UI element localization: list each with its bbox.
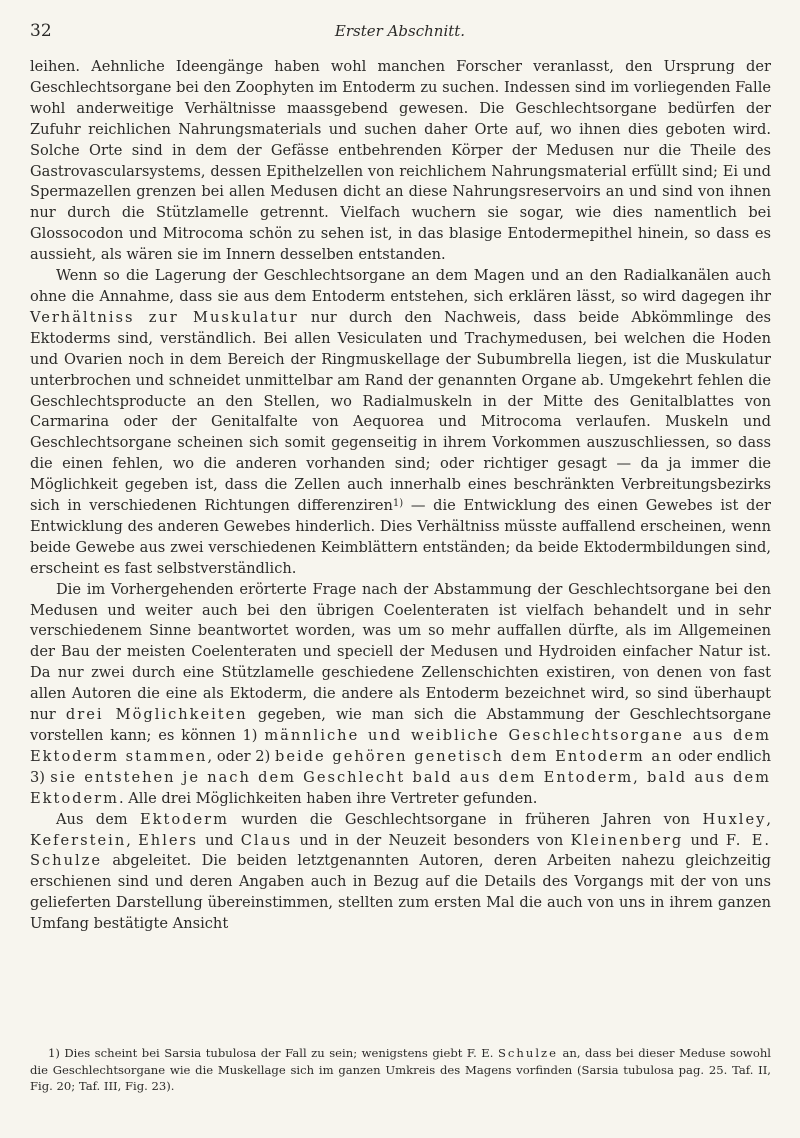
text-run: und [683,831,726,849]
spaced-emphasis: Huxley [702,810,767,828]
text-run: . Alle drei Möglichkeiten haben ihre Vertreter gefunden. [118,789,538,807]
spaced-emphasis: Ehlers [138,831,198,849]
text-run: wurden die Geschlechtsorgane in früheren Jahren von [228,810,703,828]
text-run: oder endlich 3) [30,747,771,786]
paragraph [30,810,771,935]
spaced-emphasis: beide gehören genetisch dem Entoderm an [275,747,674,765]
footnotes [30,1045,771,1095]
spaced-emphasis: Kleinenberg [570,831,684,849]
spaced-emphasis: F. E. Schulze [30,831,771,870]
paragraph [30,266,771,580]
spaced-emphasis: sie entstehen je nach dem Geschlecht bald aus dem Entoderm, bald aus dem Ektoderm [30,768,771,807]
paragraph [30,57,771,266]
text-run: , [766,810,771,828]
text-run: und [197,831,241,849]
text-run: abgeleitet. Die beiden letztgenannten Autoren, deren Arbeiten nahezu gleichzeitig erschienen sind und deren Angaben auch in Bezug auf die Details des Vorgangs mit der von uns gelieferten Darstellung übereinstimmen, stellten zum ersten Mal die auch von uns in ihrem ganzen Umfang bestätigte Ansicht [30,852,771,933]
spaced-emphasis: männliche und weibliche Geschlechtsorgane aus dem Ektoderm stammen [30,727,771,765]
text-run: an, dass bei dieser Meduse sowohl die Geschlechtsorgane wie die Muskellage sich im ganzen Umkreis des Magens vorfinden (Sarsia tubulosa pag. 25. Taf. II, Fig. 20; Taf. III, Fig. 23). [30,1046,771,1094]
text-run: , oder 2) [207,747,276,765]
text-run: gegeben, wie man sich die Abstammung der Geschlechtsorgane vorstellen kann; es können 1) [30,706,772,744]
footnote-reference: 1) [392,498,404,510]
spaced-emphasis: Keferstein [30,831,127,849]
spaced-emphasis: Ektoderm [139,810,229,828]
spaced-emphasis: Verhältniss zur Muskulatur [30,308,299,326]
paragraph [30,580,771,810]
spaced-emphasis: Schulze [497,1046,558,1060]
spaced-emphasis: Claus [240,831,293,849]
text-run: und in der Neuzeit besonders von [292,831,571,849]
running-head: Erster Abschnitt. [334,22,466,40]
spaced-emphasis: drei Möglichkeiten [65,706,248,724]
text-run: nur durch den Nachweis, dass beide Abkömmlinge des Ektoderms sind, verständlich. Bei allen Vesiculaten und Trachymedusen, bei welchen die Hoden und Ovarien noch in dem Bereich der Ringmuskellage der Subumbrella liegen, ist die Muskulatur unterbrochen und schneidet unmittelbar am Rand der genannten Organe ab. Umgekehrt fehlen die Geschlechtsproducte an den Stellen, wo Radialmuskeln in der Mitte des Genitalblattes von Carmarina oder der Genitalfalte von Aequorea und Mitrocoma verlaufen. Muskeln und Geschlechtsorgane scheinen sich somit gegenseitig in ihrem Vorkommen auszuschliessen, so dass die einen fehlen, wo die anderen vorhanden sind; oder richtiger gesagt — da ja immer die Möglichkeit gegeben ist, dass die Zellen auch innerhalb eines beschränkten Verbreitungsbezirks sich in verschiedenen Richtungen differenziren [30,308,771,515]
body-text [30,57,771,935]
text-run: Die im Vorhergehenden erörterte Frage nach der Abstammung der Geschlechtsorgane bei den Medusen und weiter auch bei den übrigen Coelenteraten ist vielfach behandelt und in sehr verschiedenem Sinne beantwortet worden, was um so mehr auffallen dürfte, als im Allgemeinen der Bau der meisten Coelenteraten und speciell der Medusen und Hydroiden einfacher Natur ist. Da nur zwei durch eine Stützlamelle geschiedene Zellenschichten existiren, von denen von fast allen Autoren die eine als Ektoderm, die andere als Entoderm bezeichnet wird, so sind überhaupt nur [30,580,771,724]
footnote [30,1045,771,1095]
text-run: , [126,831,139,849]
text-run: Wenn so die Lagerung der Geschlechtsorgane an dem Magen und an den Radialkanälen auch ohne die Annahme, dass sie aus dem Entoderm entstehen, sich erklären lässt, so wird dagegen ihr [30,267,771,305]
text-run: leihen. Aehnliche Ideengänge haben wohl manchen Forscher veranlasst, den Ursprung der Geschlechtsorgane bei den Zoophyten im Entoderm zu suchen. Indessen sind im vorliegenden Falle wohl anderweitige Verhältnisse maassgebend gewesen. Die Geschlechtsorgane bedürfen der Zufuhr reichlichen Nahrungsmaterials und suchen daher Orte auf, wo ihnen dies geboten wird. Solche Orte sind in dem der Gefässe entbehrenden Körper der Medusen nur die Theile des Gastrovascularsystems, dessen Epithelzellen von reichlichem Nahrungsmaterial erfüllt sind; Ei und Spermazellen grenzen bei allen Medusen dicht an diese Nahrungsreservoirs an und sind von ihnen nur durch die Stützlamelle getrennt. Vielfach wuchern sie sogar, wie dies namentlich bei Glossocodon und Mitrocoma schön zu sehen ist, in das blasige Entodermepithel hinein, so dass es aussieht, als wären sie im Innern desselben entstanden. [30,58,771,264]
text-run: — die Entwicklung des einen Gewebes ist der Entwicklung des anderen Gewebes hinderlich. Dies Verhältniss müsste auffallend erscheinen, wenn beide Gewebe aus zwei verschiedenen Keimblättern entständen; da beide Ektodermbildungen sind, erscheint es fast selbstverständlich. [30,497,771,577]
text-run: 1) Dies scheint bei Sarsia tubulosa der Fall zu sein; wenigstens giebt F. E. [48,1046,498,1060]
text-run: Aus dem [56,810,140,828]
page-number: 32 [30,21,52,41]
